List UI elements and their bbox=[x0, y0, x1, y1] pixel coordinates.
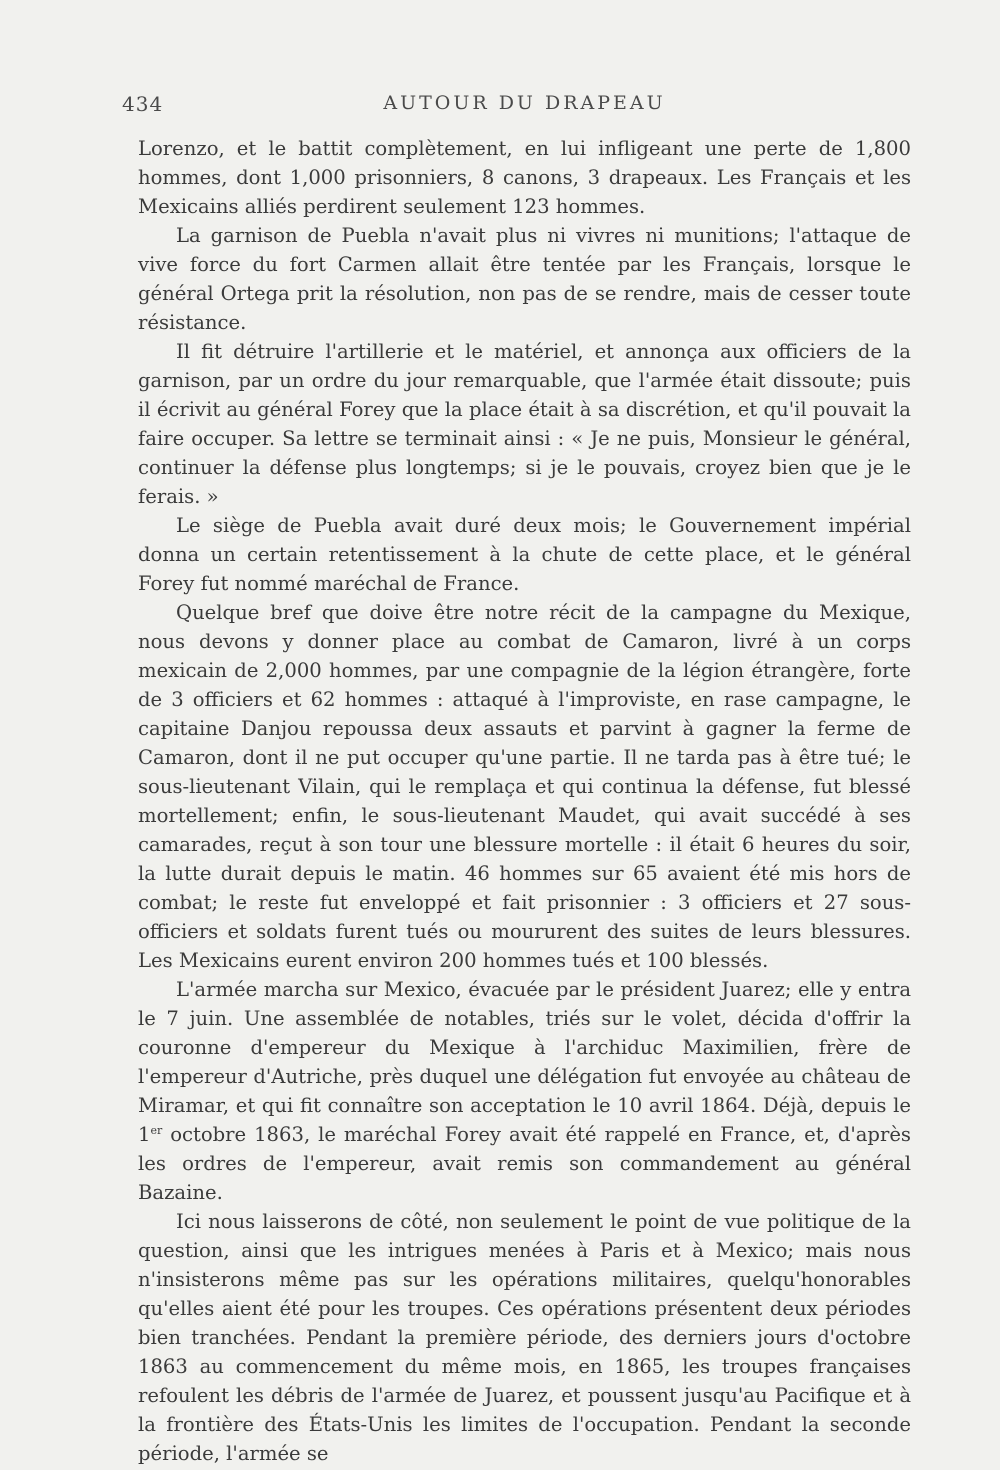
paragraph-7: Ici nous laisserons de côté, non seulement le point de vue politique de la question, ainsi que les intrigues menées à Paris et à Mexico; mais nous n'insisterons même pas sur les opérations militaires, quelqu'honorables qu'elles aient été pour les troupes. Ces opérations présentent deux périodes bien tranchées. Pendant la première période, des derniers jours d'octobre 1863 au commencement du même mois, en 1865, les troupes françaises refoulent les débris de l'armée de Juarez, et poussent jusqu'au Pacifique et à la frontière des États-Unis les limites de l'occupation. Pendant la seconde période, l'armée se bbox=[138, 1210, 911, 1465]
paragraph-2: La garnison de Puebla n'avait plus ni vivres ni munitions; l'attaque de vive force du fort Carmen allait être tentée par les Français, lorsque le général Ortega prit la résolution, non pas de se rendre, mais de cesser toute résistance. bbox=[138, 224, 911, 334]
body-text bbox=[138, 134, 911, 1468]
paragraph-6 bbox=[138, 975, 911, 1207]
running-title: AUTOUR DU DRAPEAU bbox=[383, 92, 666, 114]
paragraph-4: Le siège de Puebla avait duré deux mois; le Gouvernement impérial donna un certain retentissement à la chute de cette place, et le général Forey fut nommé maréchal de France. bbox=[138, 514, 911, 595]
paragraph-6-continuation: octobre 1863, le maréchal Forey avait été rappelé en France, et, d'après les ordres de l'empereur, avait remis son commandement au général Bazaine. bbox=[138, 1123, 911, 1204]
paragraph-1: Lorenzo, et le battit complètement, en lui infligeant une perte de 1,800 hommes, dont 1,000 prisonniers, 8 canons, 3 drapeaux. Les Français et les Mexicains alliés perdirent seulement 123 hommes. bbox=[138, 137, 911, 218]
page-header bbox=[122, 92, 911, 122]
paragraph-6-text: L'armée marcha sur Mexico, évacuée par le président Juarez; elle y entra le 7 juin. Une assemblée de notables, triés sur le volet, décida d'offrir la couronne d'empereur du Mexique à l'archiduc Maximilien, frère de l'empereur d'Autriche, près duquel une délégation fut envoyée au château de Miramar, et qui fit connaître son acceptation le 10 avril 1864. Déjà, depuis le 1 bbox=[138, 978, 911, 1146]
page-number: 434 bbox=[122, 92, 164, 116]
paragraph-5: Quelque bref que doive être notre récit de la campagne du Mexique, nous devons y donner place au combat de Camaron, livré à un corps mexicain de 2,000 hommes, par une compagnie de la légion étrangère, forte de 3 officiers et 62 hommes : attaqué à l'improviste, en rase campagne, le capitaine Danjou repoussa deux assauts et parvint à gagner la ferme de Camaron, dont il ne put occuper qu'une partie. Il ne tarda pas à être tué; le sous-lieutenant Vilain, qui le remplaça et qui continua la défense, fut blessé mortellement; enfin, le sous-lieutenant Maudet, qui avait succédé à ses camarades, reçut à son tour une blessure mortelle : il était 6 heures du soir, la lutte durait depuis le matin. 46 hommes sur 65 avaient été mis hors de combat; le reste fut enveloppé et fait prisonnier : 3 officiers et 27 sous-officiers et soldats furent tués ou moururent des suites de leurs blessures. Les Mexicains eurent environ 200 hommes tués et 100 blessés. bbox=[138, 601, 911, 972]
ordinal-superscript: er bbox=[150, 1124, 163, 1137]
paragraph-3: Il fit détruire l'artillerie et le matériel, et annonça aux officiers de la garnison, par un ordre du jour remarquable, que l'armée était dissoute; puis il écrivit au général Forey que la place était à sa discrétion, et qu'il pouvait la faire occuper. Sa lettre se terminait ainsi : « Je ne puis, Monsieur le général, continuer la défense plus longtemps; si je le pouvais, croyez bien que je le ferais. » bbox=[138, 340, 911, 508]
